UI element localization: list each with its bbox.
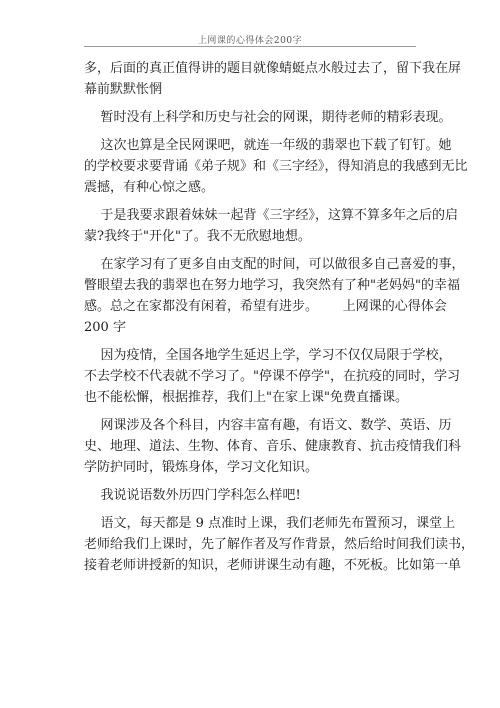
paragraph [84, 205, 459, 247]
paragraph-gap [84, 338, 420, 345]
text-line: 多，后面的真正值得讲的题目就像蜻蜓点水般过去了，留下我在屏 [84, 61, 462, 76]
text-line: 蒙?我终于"开化"了。我不无欣慰地想。 [84, 229, 311, 244]
text-line: 学防护同时，锻炼身体，学习文化知识。 [84, 460, 319, 475]
paragraph [84, 107, 452, 128]
text-line: 瞥眼望去我的翡翠也在努力地学习，我突然有了种"老妈妈"的幸福 [84, 278, 460, 293]
text-line: 老师给我们上课时，先了解作者及写作背景，然后给时间我们读书， [84, 537, 475, 552]
paragraph-gap [84, 198, 420, 205]
text-line: 这次也算是全民网课吧，就连一年级的翡翠也下载了钉钉。她 [84, 138, 452, 153]
text-line: 网课涉及各个科目，内容丰富有趣，有语文、数学、英语、历 [84, 418, 452, 433]
text-line: 幕前默默怅惘 [84, 82, 163, 97]
header-title: 上网课的心得体会200字 [197, 36, 303, 46]
text-line: 200 字 [84, 320, 126, 335]
text-line: 震撼，有种心惊之感。 [84, 180, 215, 195]
text-line: 史、地理、道法、生物、体育、音乐、健康教育、抗击疫情我们科 [84, 439, 462, 454]
paragraph-gap [84, 247, 420, 254]
header-divider [84, 46, 416, 47]
text-line: 接着老师讲授新的知识，老师讲课生动有趣，不死板。比如第一单 [84, 558, 462, 573]
text-line: 于是我要求跟着妹妹一起背《三字经》，这算不算多年之后的启 [84, 208, 459, 223]
paragraph-gap [84, 408, 420, 415]
paragraph [84, 254, 465, 338]
paragraph-gap [84, 506, 420, 513]
document-body [84, 58, 475, 576]
text-line: 暂时没有上科学和历史与社会的网课，期待老师的精彩表现。 [84, 110, 452, 125]
page-header [0, 0, 500, 48]
paragraph [84, 415, 462, 478]
text-line: 的学校要求要背诵《弟子规》和《三字经》，得知消息的我感到无比 [84, 159, 468, 174]
paragraph [84, 58, 462, 100]
text-line: 语文，每天都是 9 点准时上课，我们老师先布置预习，课堂上 [84, 516, 456, 531]
paragraph [84, 135, 468, 198]
paragraph-gap [84, 128, 420, 135]
paragraph [84, 345, 460, 408]
paragraph-gap [84, 478, 420, 485]
text-line: 也不能松懈，根据推荐，我们上"在家上课"免费直播课。 [84, 390, 408, 405]
paragraph [84, 513, 475, 576]
paragraph [84, 485, 420, 506]
text-line: 我说说语数外历四门学科怎么样吧! [84, 488, 301, 503]
paragraph-gap [84, 100, 420, 107]
text-line: 感。总之在家都没有闲着，希望有进步。 上网课的心得体会 [84, 299, 447, 314]
text-line: 因为疫情，全国各地学生延迟上学，学习不仅仅局限于学校， [84, 348, 452, 363]
text-line: 不去学校不代表就不学习了。"停课不停学"，在抗疫的同时，学习 [84, 369, 460, 384]
text-line: 在家学习有了更多自由支配的时间，可以做很多自己喜爱的事， [84, 257, 465, 272]
